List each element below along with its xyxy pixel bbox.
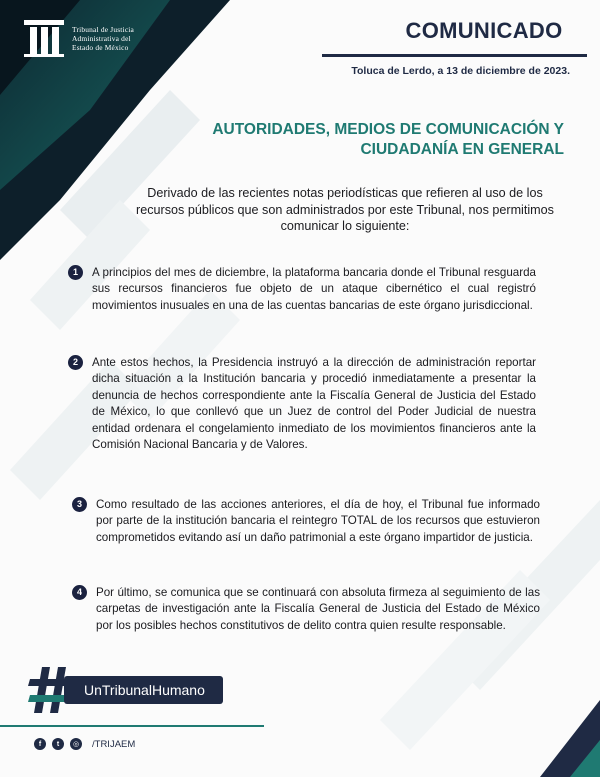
facebook-icon[interactable]: f [34, 738, 46, 750]
item-text: Por último, se comunica que se continuará con absoluta firmeza al seguimiento de las carpetas de investigación ante la Fiscalía General de Justicia del Estado de México por los posibles hechos constitutivos de delito contra quien resulte responsable. [96, 586, 540, 632]
intro-paragraph: Derivado de las recientes notas periodísticas que refieren al uso de los recursos públicos que son administrados por este Tribunal, nos permitimos comunicar lo siguiente: [136, 186, 554, 233]
addressee-heading [144, 120, 564, 160]
item-text: Como resultado de las acciones anteriores, el día de hoy, el Tribunal fue informado por parte de la institución bancaria el reintegro TOTAL de los recursos que estuvieron comprometidos evitando así un daño patrimonial a este órgano impartidor de justicia. [96, 498, 540, 544]
list-item [68, 265, 536, 314]
tribunal-emblem-icon [22, 18, 66, 58]
hashtag-banner [28, 665, 223, 715]
twitter-icon[interactable]: t [52, 738, 64, 750]
list-item [68, 355, 536, 453]
footer-divider [0, 725, 264, 727]
heading-line: CIUDADANÍA EN GENERAL [360, 141, 564, 158]
heading-line: AUTORIDADES, MEDIOS DE COMUNICACIÓN Y [212, 121, 564, 138]
logo-line: Tribunal de Justicia [72, 24, 135, 34]
document-date: Toluca de Lerdo, a 13 de diciembre de 2023. [351, 65, 570, 77]
social-handle[interactable]: /TRIJAEM [92, 738, 136, 750]
institution-name [72, 25, 134, 52]
logo-line: Estado de México [72, 42, 129, 52]
document-title: COMUNICADO [405, 18, 563, 43]
item-text: A principios del mes de diciembre, la plataforma bancaria donde el Tribunal resguarda sus recursos financieros fue objeto de un ataque cibernético el cual registró movimientos inusuales en una de las cuentas bancarias de este órgano jurisdiccional. [92, 266, 536, 312]
title-underline [322, 54, 587, 57]
list-item [72, 585, 540, 634]
item-number-badge: 3 [72, 497, 87, 512]
item-number-badge: 4 [72, 585, 87, 600]
hashtag-label: UnTribunalHumano [64, 676, 223, 704]
item-number-badge: 1 [68, 265, 83, 280]
instagram-icon[interactable]: ◎ [70, 738, 82, 750]
item-text: Ante estos hechos, la Presidencia instruyó a la dirección de administración reportar dicha situación a la Institución bancaria y procedió inmediatamente a presentar la denuncia de hechos correspondiente ante la Fiscalía General de Justicia del Estado de México, lo que conllevó que un Juez de control del Poder Judicial de nuestra entidad ordenara el congelamiento inmediato de los movimientos financieros ante la Comisión Nacional Bancaria y de Valores. [92, 356, 536, 452]
logo-line: Administrativa del [72, 33, 131, 43]
social-links [34, 738, 135, 750]
institution-logo [22, 18, 134, 58]
list-item [72, 497, 540, 546]
item-number-badge: 2 [68, 355, 83, 370]
